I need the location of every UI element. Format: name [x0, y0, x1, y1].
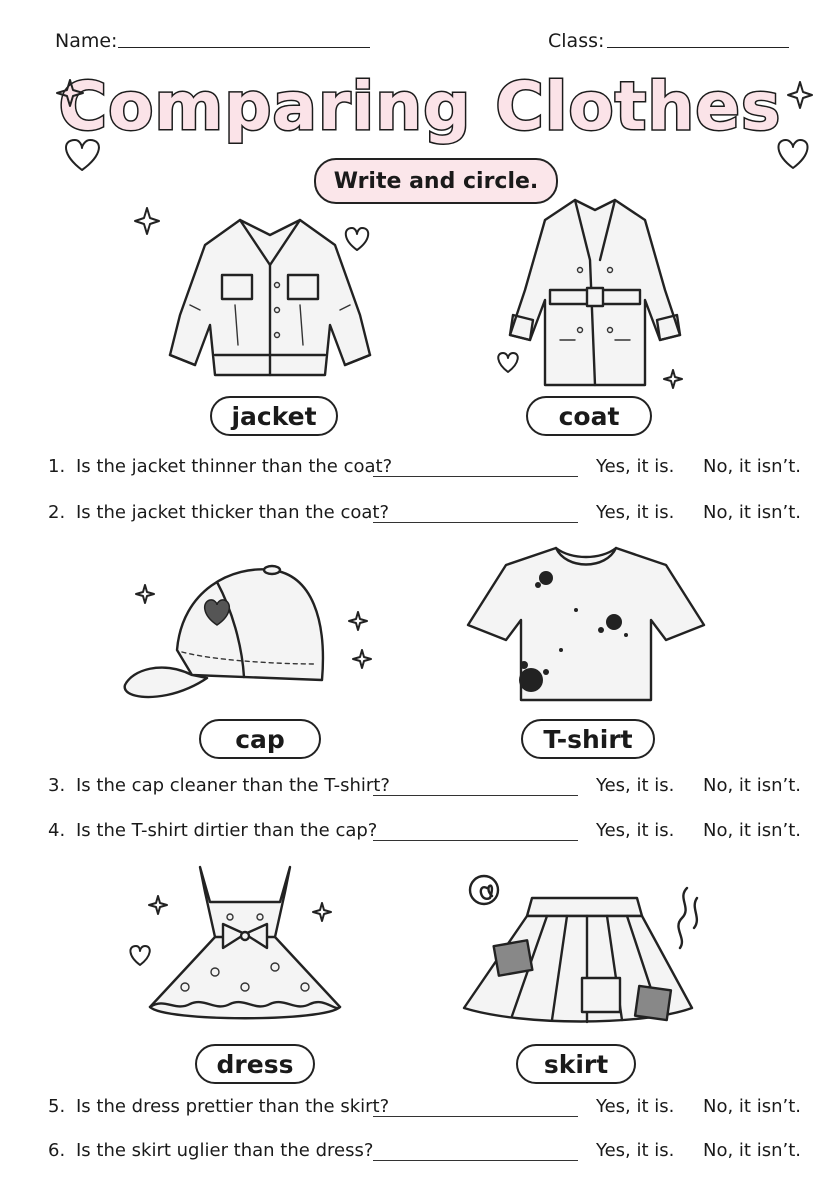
label-skirt-text: skirt [543, 1049, 609, 1079]
label-coat-text: coat [558, 401, 620, 431]
answer-line-5[interactable] [373, 1116, 578, 1117]
jacket-drawing [160, 205, 380, 395]
option-no-3[interactable]: No, it isn’t. [703, 775, 801, 796]
question-1 [48, 456, 392, 477]
class-label: Class: [548, 30, 605, 52]
label-jacket [210, 396, 338, 436]
option-no-1[interactable]: No, it isn’t. [703, 456, 801, 477]
answer-line-1[interactable] [373, 476, 578, 477]
option-no-4[interactable]: No, it isn’t. [703, 820, 801, 841]
option-no-2[interactable]: No, it isn’t. [703, 502, 801, 523]
question-number: 6. [48, 1140, 66, 1161]
label-cap [199, 719, 321, 759]
question-4 [48, 820, 377, 841]
skirt-drawing [462, 868, 702, 1028]
label-skirt [516, 1044, 636, 1084]
answer-line-2[interactable] [373, 522, 578, 523]
page-title: Comparing Clothes [58, 68, 782, 145]
sparkle-icon [788, 82, 812, 108]
sparkle-icon [349, 612, 367, 630]
heart-icon [66, 140, 99, 170]
question-6 [48, 1140, 373, 1161]
question-text: Is the T-shirt dirtier than the cap? [76, 820, 378, 841]
heart-icon [778, 140, 807, 168]
label-tshirt-text: T-shirt [543, 724, 633, 754]
question-3 [48, 775, 390, 796]
cap-drawing [122, 560, 342, 710]
option-yes-3[interactable]: Yes, it is. [596, 775, 675, 796]
question-text: Is the cap cleaner than the T-shirt? [76, 775, 390, 796]
option-yes-4[interactable]: Yes, it is. [596, 820, 675, 841]
instruction-text: Write and circle. [333, 168, 539, 194]
question-number: 5. [48, 1096, 66, 1117]
sparkle-icon [57, 80, 83, 106]
name-label: Name: [55, 30, 118, 52]
sparkle-icon [353, 650, 371, 668]
question-number: 2. [48, 502, 66, 523]
label-jacket-text: jacket [231, 401, 317, 431]
dress-drawing [135, 862, 355, 1042]
label-tshirt [521, 719, 655, 759]
answer-line-6[interactable] [373, 1160, 578, 1161]
coat-drawing [495, 190, 695, 390]
label-cap-text: cap [235, 724, 285, 754]
option-yes-6[interactable]: Yes, it is. [596, 1140, 675, 1161]
option-no-6[interactable]: No, it isn’t. [703, 1140, 801, 1161]
option-yes-5[interactable]: Yes, it is. [596, 1096, 675, 1117]
answer-line-3[interactable] [373, 795, 578, 796]
question-text: Is the jacket thinner than the coat? [76, 456, 393, 477]
option-yes-2[interactable]: Yes, it is. [596, 502, 675, 523]
question-text: Is the dress prettier than the skirt? [76, 1096, 390, 1117]
label-coat [526, 396, 652, 436]
tshirt-drawing [466, 540, 706, 710]
label-dress [195, 1044, 315, 1084]
option-yes-1[interactable]: Yes, it is. [596, 456, 675, 477]
answer-line-4[interactable] [373, 840, 578, 841]
question-2 [48, 502, 389, 523]
sparkle-icon [135, 208, 159, 234]
question-number: 1. [48, 456, 66, 477]
question-number: 3. [48, 775, 66, 796]
option-no-5[interactable]: No, it isn’t. [703, 1096, 801, 1117]
label-dress-text: dress [216, 1049, 294, 1079]
question-5 [48, 1096, 389, 1117]
question-text: Is the skirt uglier than the dress? [76, 1140, 374, 1161]
question-number: 4. [48, 820, 66, 841]
question-text: Is the jacket thicker than the coat? [76, 502, 390, 523]
